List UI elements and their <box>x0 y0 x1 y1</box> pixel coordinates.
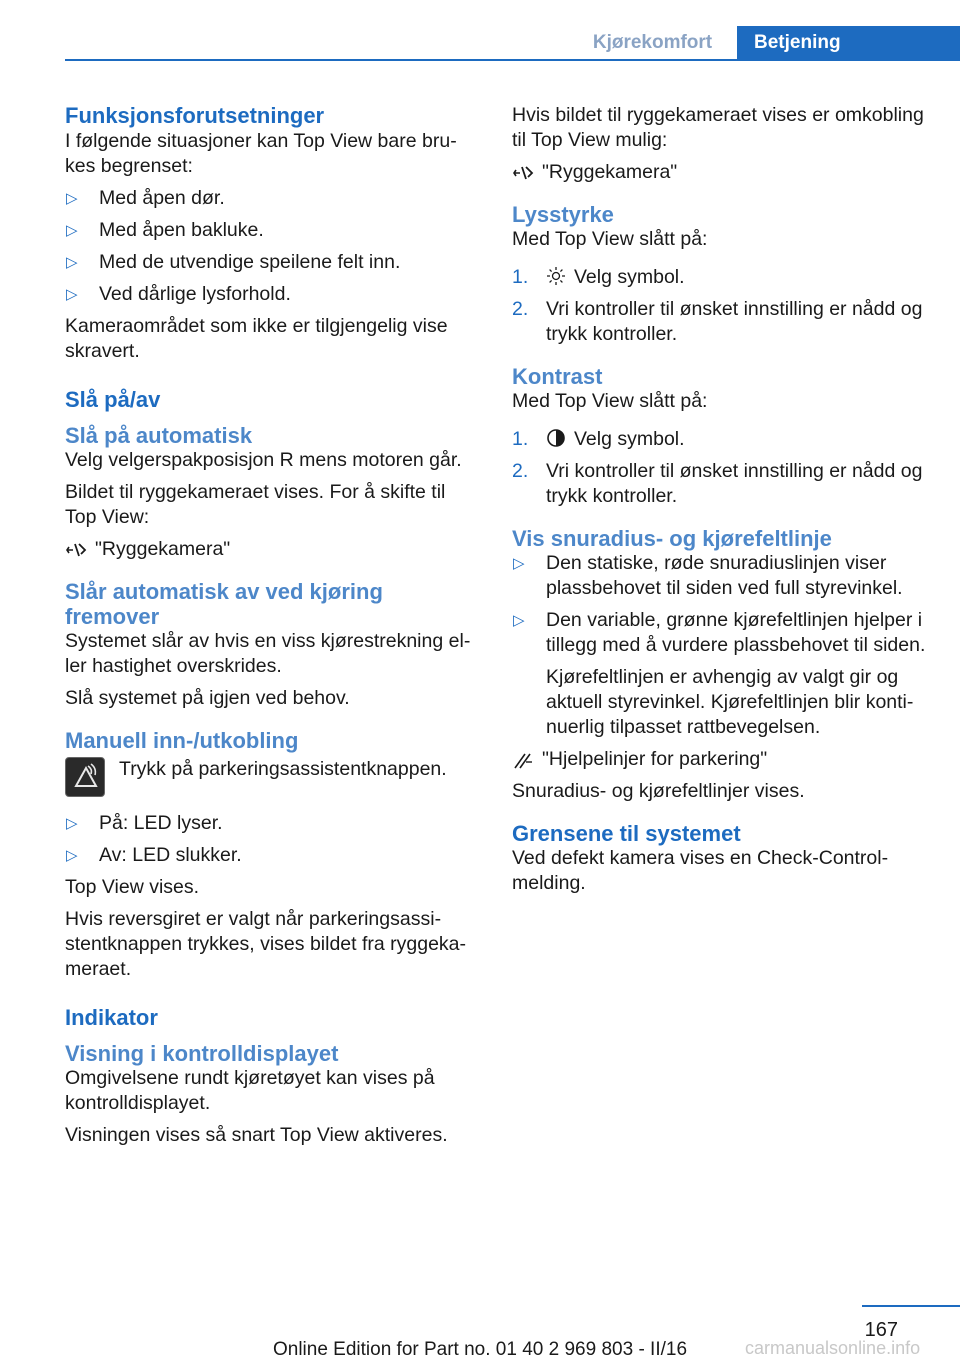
camera-parking-icon <box>65 537 95 562</box>
paragraph-auto-1: Velg velgerspakposisjon R mens motoren går. <box>65 449 462 471</box>
triangle-bullet-icon: ▷ <box>66 222 78 239</box>
heading-manuell: Manuell inn-/utkobling <box>65 728 299 753</box>
list-led <box>65 811 480 868</box>
heading-kontrast: Kontrast <box>512 364 603 389</box>
paragraph-trykk: Trykk på parkeringsassistentknappen. <box>119 758 447 780</box>
heading-indikator: Indikator <box>65 1005 158 1030</box>
paragraph-grense: Ved defekt kamera vises en Check-Control-melding. <box>512 847 889 894</box>
triangle-bullet-icon: ▷ <box>66 815 78 832</box>
list-item: 2. Vri kontroller til ønsket innstilling er nådd og trykk kontroller. <box>512 460 923 507</box>
paragraph-funksjon: I følgende situasjoner kan Top View bare brukes begrenset: <box>65 130 457 177</box>
left-column <box>65 103 480 1155</box>
ryggekamera-menu-line <box>65 537 480 562</box>
footer-edition: Online Edition for Part no. 01 40 2 969 803 - II/16 <box>272 1339 688 1360</box>
list-item: 1. Velg symbol. <box>512 428 685 450</box>
heading-sla-pa-av: Slå på/av <box>65 387 161 412</box>
heading-lysstyrke: Lysstyrke <box>512 202 614 227</box>
heading-grensene: Grensene til systemet <box>512 821 741 846</box>
heading-snuradius: Vis snuradius- og kjørefeltlinje <box>512 526 832 551</box>
page-number-rule <box>862 1305 960 1307</box>
page-number: 167 <box>864 1319 898 1341</box>
paragraph-omkob: Hvis bildet til ryggekameraet vises er omkobling til Top View mulig: <box>512 104 924 151</box>
paragraph-kamera: Kameraområdet som ikke er tilgjengelig vise skravert. <box>65 315 448 362</box>
list-item: ▷ På: LED lyser. <box>66 812 223 834</box>
right-column <box>512 103 927 903</box>
list-funksjon <box>65 186 480 307</box>
paragraph-slaar-2: Slå systemet på igjen ved behov. <box>65 687 350 709</box>
parking-button-icon <box>65 757 105 797</box>
camera-parking-icon <box>512 160 542 185</box>
triangle-bullet-icon: ▷ <box>66 847 78 864</box>
triangle-bullet-icon: ▷ <box>66 254 78 271</box>
ryggekamera-label: "Ryggekamera" <box>542 161 678 183</box>
heading-funksjonsforutsetninger: Funksjonsforutsetninger <box>65 103 325 128</box>
header-tab-kjorekomfort[interactable]: Kjørekomfort <box>592 32 713 53</box>
heading-sla-pa-automatisk: Slå på automatisk <box>65 423 253 448</box>
list-snuradius <box>512 551 927 658</box>
ryggekamera-label: "Ryggekamera" <box>95 538 231 560</box>
paragraph-slaar-1: Systemet slår av hvis en viss kjørestrekning eller hastighet overskrides. <box>65 630 471 677</box>
paragraph-auto-2: Bildet til ryggekameraet vises. For å skifte til Top View: <box>65 481 446 528</box>
parking-lines-icon <box>512 747 542 772</box>
parking-button-row <box>65 757 480 797</box>
list-item: ▷ Med åpen bakluke. <box>66 219 264 241</box>
paragraph-revers: Hvis reversgiret er valgt når parkeringsassistentknappen trykkes, vises bildet fra ryggekameraet. <box>65 908 467 980</box>
brightness-icon <box>546 266 566 286</box>
hjelpelinjer-label: "Hjelpelinjer for parkering" <box>542 748 768 770</box>
steps-kontrast <box>512 427 927 509</box>
triangle-bullet-icon: ▷ <box>513 612 525 629</box>
steps-lysstyrke <box>512 265 927 347</box>
hjelpelinjer-menu-line <box>512 747 927 772</box>
ryggekamera-menu-line-right <box>512 160 927 185</box>
heading-slar-automatisk-av: Slår automatisk av ved kjøring fremover <box>65 579 383 629</box>
list-item: ▷ Med åpen dør. <box>66 187 225 209</box>
paragraph-topview: Top View vises. <box>65 876 200 898</box>
triangle-bullet-icon: ▷ <box>66 286 78 303</box>
paragraph-lys: Med Top View slått på: <box>512 228 708 250</box>
list-item: 1. Velg symbol. <box>512 266 685 288</box>
list-item: ▷ Ved dårlige lysforhold. <box>66 283 291 305</box>
paragraph-vis-1: Omgivelsene rundt kjøretøyet kan vises på kontrolldisplayet. <box>65 1067 435 1114</box>
header-tab-betjening[interactable]: Betjening <box>737 26 960 61</box>
list-item: 2. Vri kontroller til ønsket innstilling er nådd og trykk kontroller. <box>512 298 923 345</box>
paragraph-snu-vises: Snuradius- og kjørefeltlinjer vises. <box>512 780 805 802</box>
heading-visning: Visning i kontrolldisplayet <box>65 1041 339 1066</box>
paragraph-snu-sub: Kjørefeltlinjen er avhengig av valgt gir og aktuell styrevinkel. Kjørefeltlinjen blir kontinuerlig tilpasset rattbevegelsen. <box>546 666 914 738</box>
contrast-icon <box>546 428 566 448</box>
paragraph-kontrast: Med Top View slått på: <box>512 390 708 412</box>
list-item: ▷ Av: LED slukker. <box>66 844 242 866</box>
triangle-bullet-icon: ▷ <box>66 190 78 207</box>
list-item: ▷ Den statiske, røde snuradiuslinjen viser plassbehovet til siden ved full styrevinkel. <box>513 552 903 599</box>
list-item: ▷ Den variable, grønne kjørefeltlinjen hjelper i tillegg med å vurdere plassbehovet til siden. <box>513 609 926 656</box>
header-rule <box>65 59 960 61</box>
watermark: carmanualsonline.info <box>745 1338 921 1358</box>
triangle-bullet-icon: ▷ <box>513 555 525 572</box>
paragraph-vis-2: Visningen vises så snart Top View aktiveres. <box>65 1124 448 1146</box>
list-item: ▷ Med de utvendige speilene felt inn. <box>66 251 401 273</box>
